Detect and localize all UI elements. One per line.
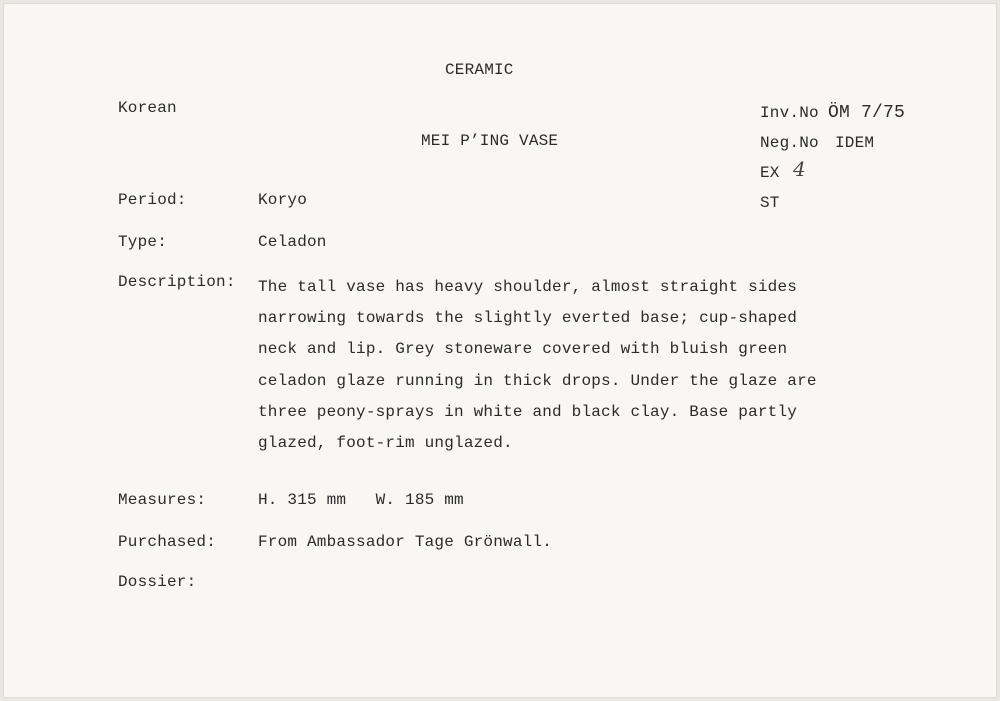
ex-label: EX <box>760 164 780 182</box>
inv-no-value: ÖM 7/75 <box>828 103 906 123</box>
description-line: narrowing towards the slightly everted base; cup-shaped <box>258 309 798 328</box>
object-title: MEI P’ING VASE <box>421 132 559 150</box>
card-heading: CERAMIC <box>445 61 514 79</box>
description-line: neck and lip. Grey stoneware covered with bluish green <box>258 340 788 359</box>
measures-value: H. 315 mm W. 185 mm <box>258 491 464 509</box>
origin: Korean <box>118 99 177 117</box>
description-line: celadon glaze running in thick drops. Under the glaze are <box>258 371 817 390</box>
purchased-label: Purchased: <box>118 533 217 551</box>
measures-label: Measures: <box>118 491 207 509</box>
neg-no-value: IDEM <box>835 134 875 152</box>
dossier-label: Dossier: <box>118 573 197 591</box>
period-value: Koryo <box>258 191 308 209</box>
purchased-value: From Ambassador Tage Grönwall. <box>258 533 553 551</box>
description-line: glazed, foot-rim unglazed. <box>258 434 513 453</box>
ex-value: 4 <box>793 157 806 181</box>
type-value: Celadon <box>258 233 327 251</box>
type-label: Type: <box>118 233 168 251</box>
period-label: Period: <box>118 191 187 209</box>
description-line: The tall vase has heavy shoulder, almost straight sides <box>258 278 798 296</box>
description-line: three peony-sprays in white and black clay. Base partly <box>258 402 798 421</box>
catalog-card <box>3 3 997 698</box>
st-label: ST <box>760 194 780 212</box>
description-label: Description: <box>118 273 236 291</box>
description-text <box>258 272 898 459</box>
inv-no-label: Inv.No <box>760 104 819 122</box>
neg-no-label: Neg.No <box>760 134 819 152</box>
